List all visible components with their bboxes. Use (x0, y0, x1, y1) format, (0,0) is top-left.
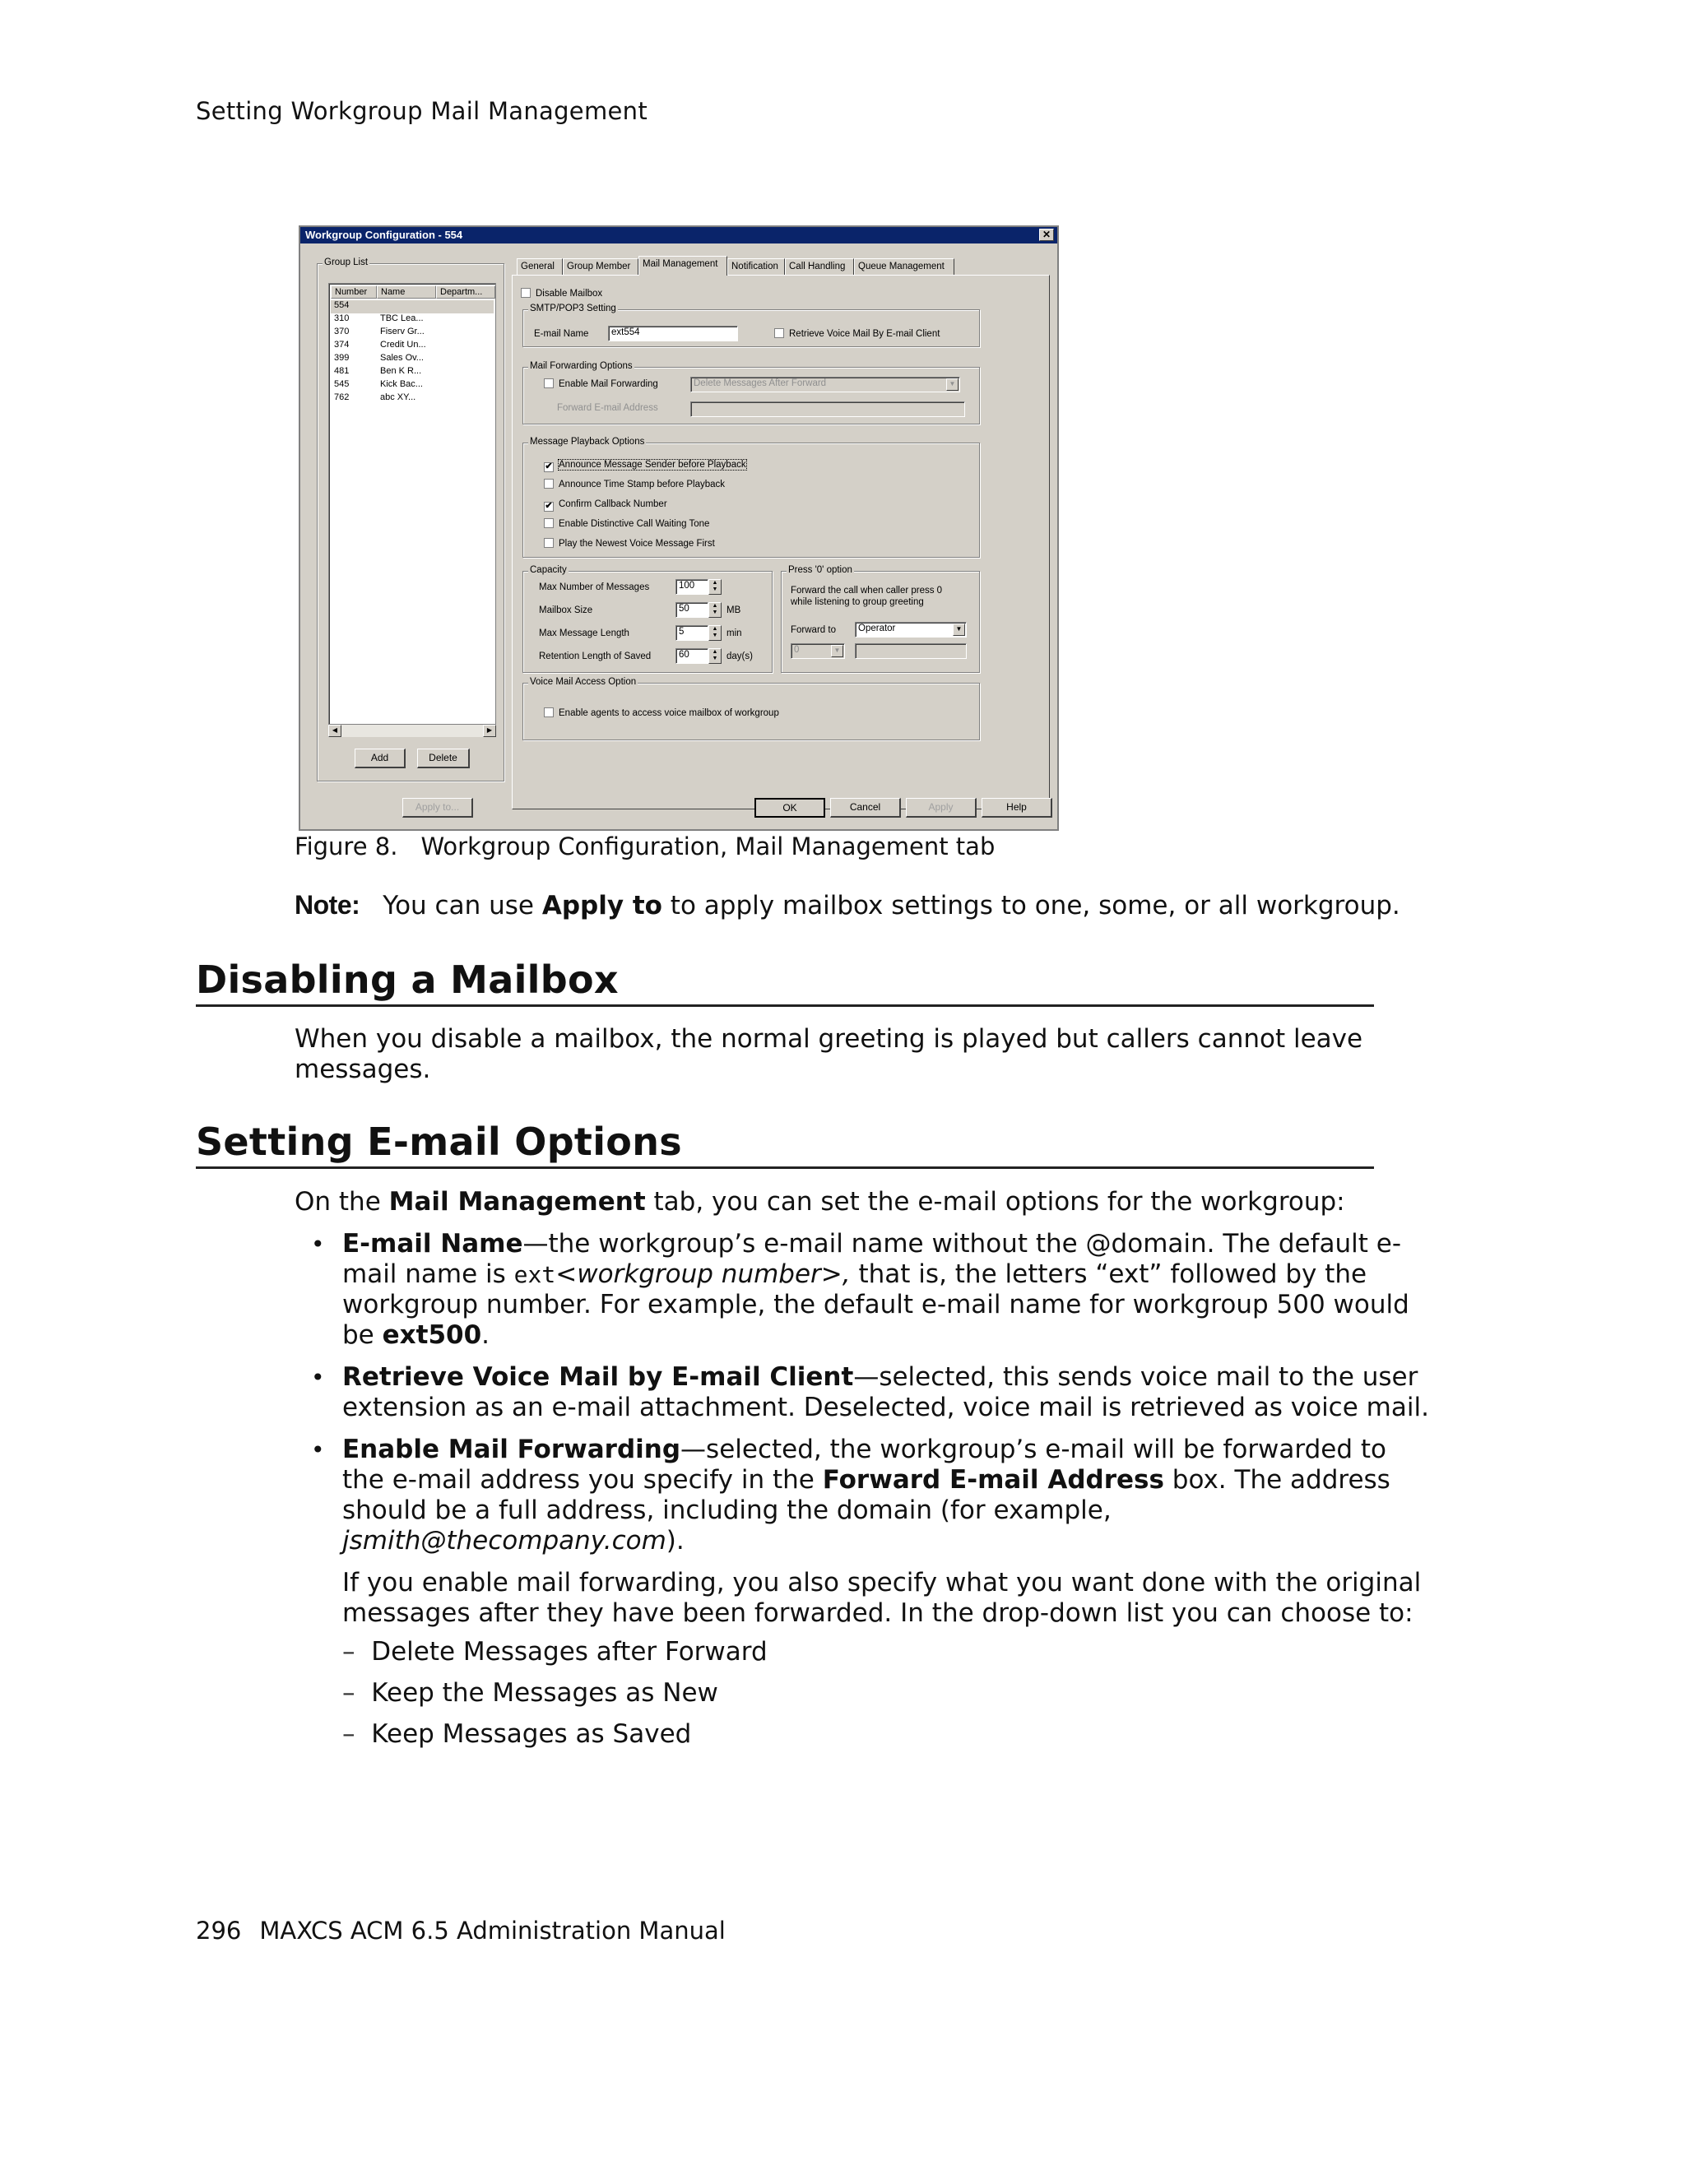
retention-unit: day(s) (726, 651, 753, 661)
dialog-title: Workgroup Configuration - 554 (305, 229, 463, 241)
max-length-label: Max Message Length (539, 628, 629, 638)
tab-call-handling[interactable]: Call Handling (785, 258, 854, 275)
max-length-unit: min (726, 628, 742, 638)
email-intro: On the Mail Management tab, you can set the e-mail options for the workgroup: (295, 1187, 1345, 1217)
note-label: Note: (295, 890, 360, 920)
distinctive-tone-checkbox[interactable]: Enable Distinctive Call Waiting Tone (544, 518, 709, 530)
max-messages-label: Max Number of Messages (539, 582, 650, 592)
list-horizontal-scrollbar[interactable] (328, 724, 496, 737)
bullet-email-name: E-mail Name—the workgroup’s e-mail name without the @domain. The default e- mail name is ext<workgroup number>, that is, the letters “ext” followed by the workgroup number. For example, the default e-mail name for workgroup 500 would be ext500. (342, 1229, 1409, 1350)
bullet-enable-mail-forwarding: Enable Mail Forwarding—selected, the workgroup’s e-mail will be forwarded to the e-mail address you specify in the Forward E-mail Address box. The address should be a full address, including the domain (for example, jsmith@thecompany.com). (342, 1435, 1390, 1556)
close-icon[interactable]: ✕ (1039, 229, 1054, 241)
forward-option-item: – Keep Messages as Saved (342, 1719, 692, 1749)
checkbox-icon (521, 288, 531, 298)
scroll-left-icon[interactable]: ◀ (328, 725, 341, 737)
email-name-input[interactable]: ext554 (608, 326, 738, 341)
delete-button[interactable]: Delete (417, 749, 470, 768)
cancel-button[interactable]: Cancel (830, 798, 901, 818)
bullet-icon: • (311, 1364, 325, 1391)
forward-to-dropdown[interactable]: Operator ▼ (855, 622, 967, 638)
note: Note: You can use Apply to to apply mailbox settings to one, some, or all workgroup. (295, 890, 1400, 920)
announce-timestamp-checkbox[interactable]: Announce Time Stamp before Playback (544, 479, 725, 490)
retention-input[interactable]: 60 (675, 648, 708, 664)
forward-option-item: – Delete Messages after Forward (342, 1637, 768, 1667)
forward-address-input[interactable] (690, 401, 965, 417)
mailbox-size-unit: MB (726, 605, 741, 615)
forward-option-item: – Keep the Messages as New (342, 1678, 718, 1708)
list-item[interactable]: 554 (331, 300, 494, 313)
mailbox-size-label: Mailbox Size (539, 605, 593, 615)
dialog-title-bar (300, 227, 1057, 243)
forward-address-label: Forward E-mail Address (557, 403, 658, 413)
add-button[interactable]: Add (355, 749, 406, 768)
checkbox-icon (544, 479, 554, 489)
forward-action-dropdown[interactable]: Delete Messages After Forward ▼ (690, 377, 960, 392)
dash-icon: – (342, 1719, 355, 1749)
forwarding-paragraph: If you enable mail forwarding, you also specify what you want done with the original messages after they have been forwarded. In the drop-down list you can choose to: (342, 1568, 1422, 1628)
col-header-number[interactable]: Number (331, 285, 377, 299)
announce-sender-checkbox[interactable]: ✔ Announce Message Sender before Playback (545, 460, 746, 471)
apply-to-button[interactable]: Apply to... (402, 798, 473, 818)
spin-icon[interactable]: ▲ ▼ (708, 625, 722, 641)
tab-notification[interactable]: Notification (727, 258, 785, 275)
checkbox-icon (544, 518, 554, 528)
checkbox-icon (544, 378, 554, 388)
dash-icon: – (342, 1678, 355, 1708)
forward-to-label: Forward to (791, 625, 836, 635)
disable-mailbox-checkbox[interactable]: Disable Mailbox (521, 288, 602, 299)
email-name-label: E-mail Name (534, 329, 589, 339)
spin-icon[interactable]: ▲ ▼ (708, 602, 722, 618)
smtp-group-label: SMTP/POP3 Setting (530, 304, 616, 313)
group-list[interactable]: Number Name Departm... 554 310 TBC Lea... 370 Fiserv Gr... 374 Credit Un... 399 Sales Ov... 481 Ben K R... 545 Kick Bac... 762 abc XY... (328, 283, 496, 737)
running-header: Setting Workgroup Mail Management (196, 97, 648, 125)
page-footer (196, 1917, 726, 1945)
disabling-paragraph: When you disable a mailbox, the normal greeting is played but callers cannot leave messages. (295, 1024, 1363, 1084)
tab-group-member[interactable]: Group Member (563, 258, 638, 275)
retention-label: Retention Length of Saved (539, 651, 652, 661)
apply-button[interactable]: Apply (906, 798, 977, 818)
checkbox-icon (774, 328, 784, 338)
section-heading-disabling: Disabling a Mailbox (196, 958, 619, 1002)
col-header-name[interactable]: Name (377, 285, 436, 299)
checkmark-icon: ✔ (545, 461, 553, 471)
chevron-down-icon: ▼ (831, 645, 843, 657)
press0-small-dropdown[interactable]: 0 ▼ (791, 643, 845, 659)
spin-icon[interactable]: ▲ ▼ (708, 648, 722, 664)
bullet-retrieve-voice-mail: Retrieve Voice Mail by E-mail Client—selected, this sends voice mail to the user extension as an e-mail attachment. Deselected, voice mail is retrieved as voice mail. (342, 1362, 1429, 1422)
tab-queue-management[interactable]: Queue Management (854, 258, 954, 275)
press0-text-line1: Forward the call when caller press 0 (791, 586, 943, 596)
checkbox-icon (544, 538, 554, 548)
tab-mail-management[interactable]: Mail Management (638, 256, 727, 276)
tab-general[interactable]: General (517, 258, 563, 275)
section-rule (196, 1004, 1374, 1007)
section-heading-email: Setting E-mail Options (196, 1120, 682, 1164)
ok-button[interactable]: OK (754, 798, 825, 818)
workgroup-config-dialog (299, 225, 1059, 831)
press0-text-line2: while listening to group greeting (791, 597, 924, 607)
scroll-right-icon[interactable]: ▶ (483, 725, 496, 737)
apply-to-term: Apply to (541, 891, 662, 920)
bullet-icon: • (311, 1436, 325, 1463)
group-list-label: Group List (324, 257, 369, 267)
figure-title: Workgroup Configuration, Mail Management tab (420, 832, 996, 860)
spin-icon[interactable]: ▲ ▼ (708, 579, 722, 595)
help-button[interactable]: Help (982, 798, 1052, 818)
section-rule (196, 1166, 1374, 1169)
checkmark-icon: ✔ (545, 501, 553, 511)
message-playback-group-label: Message Playback Options (530, 437, 645, 447)
press0-group-label: Press '0' option (788, 565, 852, 575)
max-length-input[interactable]: 5 (675, 625, 708, 641)
chevron-down-icon: ▼ (946, 378, 959, 391)
enable-mail-forwarding-checkbox[interactable]: Enable Mail Forwarding (544, 378, 658, 390)
figure-caption (295, 832, 995, 860)
enable-agent-access-checkbox[interactable]: Enable agents to access voice mailbox of workgroup (544, 707, 779, 719)
page-number: 296 (196, 1917, 242, 1945)
capacity-group-label: Capacity (530, 565, 567, 575)
mailbox-size-input[interactable]: 50 (675, 602, 708, 618)
checkbox-icon (544, 707, 554, 717)
figure-number: Figure 8. (295, 832, 398, 860)
dash-icon: – (342, 1637, 355, 1667)
max-messages-input[interactable]: 100 (675, 579, 708, 595)
footer-title: MAXCS ACM 6.5 Administration Manual (259, 1917, 726, 1945)
mail-forwarding-group-label: Mail Forwarding Options (530, 361, 633, 371)
col-header-department[interactable]: Departm... (436, 285, 495, 299)
press0-number-input[interactable] (855, 643, 967, 659)
newest-first-checkbox[interactable]: Play the Newest Voice Message First (544, 538, 715, 549)
confirm-callback-checkbox[interactable]: ✔ Confirm Callback Number (545, 499, 667, 511)
vm-access-group-label: Voice Mail Access Option (530, 677, 637, 687)
chevron-down-icon: ▼ (953, 624, 965, 636)
retrieve-vm-checkbox[interactable]: Retrieve Voice Mail By E-mail Client (774, 328, 940, 340)
bullet-icon: • (311, 1231, 325, 1258)
